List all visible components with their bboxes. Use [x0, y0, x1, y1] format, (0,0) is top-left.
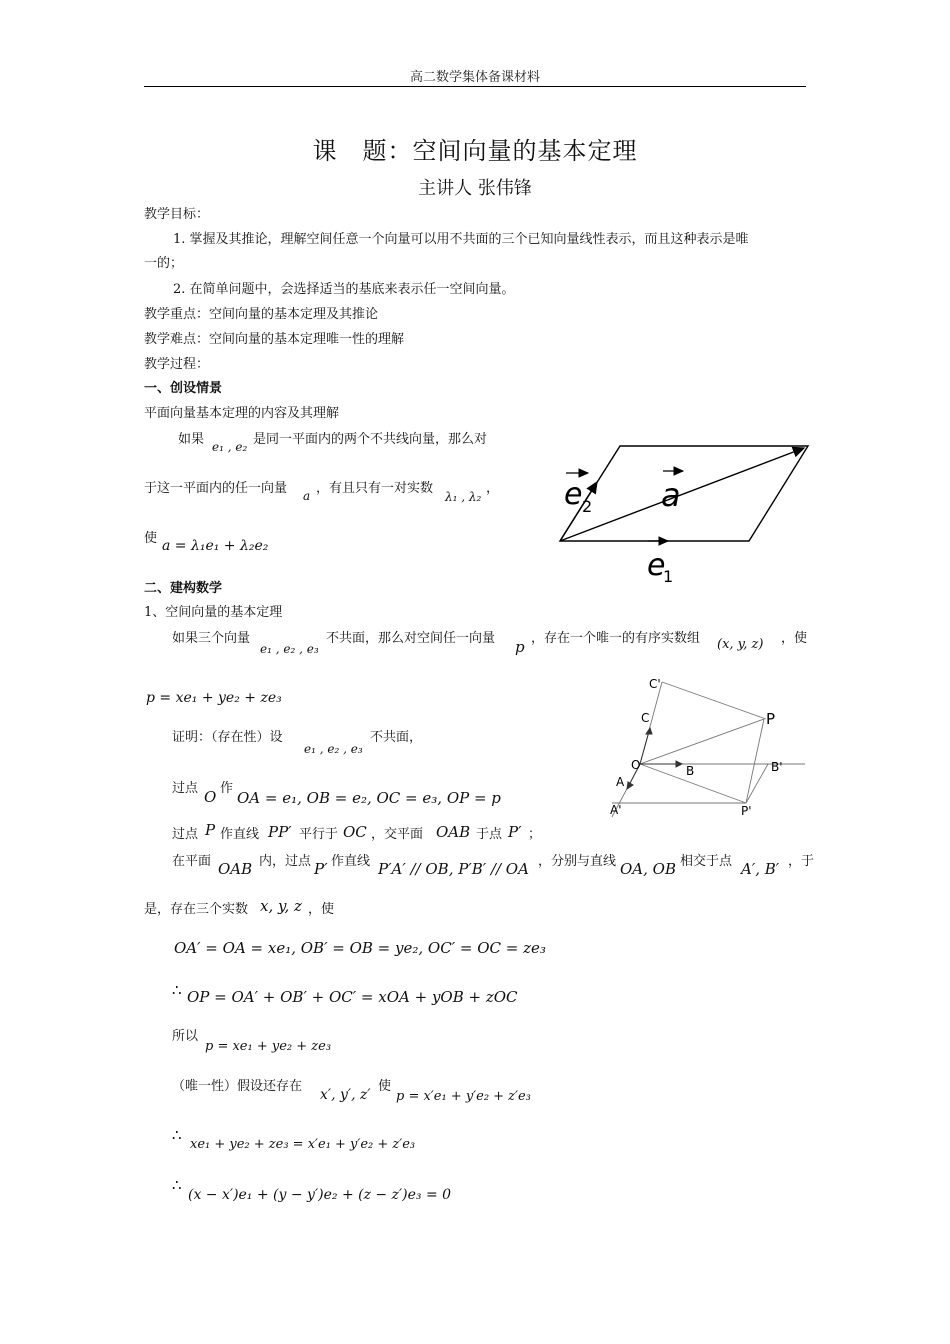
process-label: 教学过程：	[144, 357, 210, 372]
label-e2-sub: 2	[582, 497, 593, 516]
point-p-prime: P′	[508, 823, 522, 841]
equation-2: OP = OA′ + OB′ + OC′ = xOA + yOB + zOC	[187, 988, 518, 1006]
for-any-vector: 于这一平面内的任一向量	[144, 481, 288, 496]
plane-equation: a = λ₁e₁ + λ₂e₂	[162, 538, 269, 554]
theorem-if: 如果三个向量	[172, 631, 251, 646]
edge-p-pprime	[746, 719, 764, 803]
through-p-text: 过点	[172, 827, 199, 842]
if-rest: 是同一平面内的两个不共线向量，那么对	[253, 432, 488, 447]
space-theorem-title: 1、空间向量的基本定理	[144, 605, 283, 620]
respectively-text: ，分别与直线	[538, 854, 617, 869]
in-plane-text: 在平面	[172, 854, 212, 869]
plane-oab-2: OAB	[218, 860, 253, 878]
edge-cprime-p	[662, 682, 766, 719]
proof-noncoplanar: 不共面，	[370, 730, 423, 745]
make-text: 使	[144, 531, 158, 546]
equation-3: p = xe₁ + ye₂ + ze₃	[205, 1039, 332, 1054]
line-oc: OC	[343, 823, 367, 841]
label-c-prime: C'	[649, 677, 661, 691]
label-p-prime: P'	[741, 804, 752, 818]
lines-oa-ob: OA, OB	[620, 860, 676, 878]
difficulty: 教学难点：空间向量的基本定理唯一性的理解	[144, 332, 405, 347]
therefore-2: ∴	[172, 1126, 182, 1144]
theorem-p: p	[515, 638, 525, 656]
comma: ，	[486, 481, 500, 496]
point-o: O	[204, 788, 217, 806]
theorem-vectors: e₁ , e₂ , e₃	[260, 642, 319, 656]
xyz-reals: x, y, z	[260, 897, 302, 915]
construct-equation: OA = e₁, OB = e₂, OC = e₃, OP = p	[237, 789, 501, 807]
equation-5: xe₁ + ye₂ + ze₃ = x′e₁ + y′e₂ + z′e₃	[190, 1137, 416, 1152]
proof-vectors: e₁ , e₂ , e₃	[304, 742, 363, 756]
edge-pprime-bprime	[746, 764, 768, 803]
objective-2: 2. 在简单问题中，会选择适当的基底来表示任一空间向量。	[173, 282, 515, 297]
lesson-title: 课 题：空间向量的基本定理	[312, 137, 638, 165]
equation-1: OA′ = OA = xe₁, OB′ = OB = ye₂, OC′ = OC = ze₃	[174, 939, 546, 957]
parallel-text: 平行于	[299, 827, 339, 842]
header-rule	[144, 86, 806, 87]
make2-text: ，使	[308, 902, 335, 917]
label-e1-sub: 1	[663, 567, 674, 586]
parallels-formula: P′A′ // OB, P′B′ // OA	[378, 860, 529, 878]
label-b-prime: B'	[771, 760, 783, 774]
hence-text: 所以	[172, 1029, 199, 1044]
label-a: A	[616, 775, 625, 789]
label-b: B	[686, 764, 695, 778]
speaker: 主讲人 张伟锋	[418, 178, 532, 199]
page-header: 高二数学集体备课材料	[409, 70, 540, 85]
line-pp: PP′	[268, 823, 292, 841]
inside-text: 内，过点	[259, 854, 312, 869]
so-text-a: ，于	[788, 854, 815, 869]
parallelogram-figure	[552, 440, 822, 590]
label-a-prime: A'	[610, 803, 622, 817]
construct-text: 作	[220, 781, 234, 796]
equation-4: p = x′e₁ + y′e₂ + z′e₃	[396, 1089, 531, 1104]
plane-theorem-title: 平面向量基本定理的内容及其理解	[144, 406, 340, 421]
theorem-make: ，使	[781, 631, 808, 646]
if-text: 如果	[178, 432, 205, 447]
theorem-xyz: (x, y, z)	[717, 637, 764, 652]
line2-text: 作直线	[331, 854, 371, 869]
theorem-noncoplanar: 不共面，那么对空间任一向量	[326, 631, 496, 646]
unique-pair-text: ，有且只有一对实数	[316, 481, 434, 496]
label-e1: e	[647, 548, 666, 583]
label-c: C	[641, 711, 650, 725]
lambda-pair: λ₁ , λ₂	[445, 490, 482, 504]
key-point: 教学重点：空间向量的基本定理及其推论	[144, 307, 379, 322]
through-o-text: 过点	[172, 781, 199, 796]
line-text: 作直线	[220, 827, 260, 842]
objectives-label: 教学目标：	[144, 207, 210, 222]
point-p: P	[205, 821, 216, 839]
label-a: a	[661, 476, 681, 514]
space-vector-figure	[600, 672, 810, 822]
therefore-3: ∴	[172, 1176, 182, 1194]
proof-label: 证明：（存在性）设	[172, 730, 283, 745]
point-p-prime-2: P′	[314, 860, 328, 878]
section-2-heading: 二、建构数学	[144, 581, 223, 596]
e1-e2-formula: e₁ , e₂	[212, 440, 248, 454]
theorem-exists: ，存在一个唯一的有序实数组	[531, 631, 701, 646]
at-point-text: 于点	[476, 827, 503, 842]
theorem-equation: p = xe₁ + ye₂ + ze₃	[146, 690, 282, 706]
uniqueness-label: （唯一性）假设还存在	[172, 1079, 303, 1094]
objective-1-line1: 1. 掌握及其推论，理解空间任意一个向量可以用不共面的三个已知向量线性表示，而且这种表示是唯	[173, 232, 749, 247]
vector-a-arrow	[560, 448, 804, 541]
label-e2: e	[564, 477, 583, 512]
label-o: O	[631, 758, 641, 772]
section-1-heading: 一、创设情景	[144, 381, 223, 396]
uniqueness-make: 使	[378, 1079, 392, 1094]
plane-oab: OAB	[436, 823, 471, 841]
vector-a: a	[303, 489, 311, 503]
objective-1-line2: 一的；	[144, 256, 184, 271]
label-p: P	[766, 710, 776, 728]
xyz-prime: x′, y′, z′	[320, 1087, 371, 1103]
equation-6: (x − x′)e₁ + (y − y′)e₂ + (z − z′)e₃ = 0	[188, 1187, 452, 1203]
therefore-1: ∴	[172, 981, 182, 999]
edge-o-p	[640, 719, 764, 764]
semicolon: ；	[528, 827, 542, 842]
intersect-text: 相交于点	[680, 854, 733, 869]
so-text-b: 是，存在三个实数	[144, 902, 249, 917]
points-a-b-prime: A′, B′	[741, 860, 780, 878]
meet-plane-text: ，交平面	[371, 827, 424, 842]
